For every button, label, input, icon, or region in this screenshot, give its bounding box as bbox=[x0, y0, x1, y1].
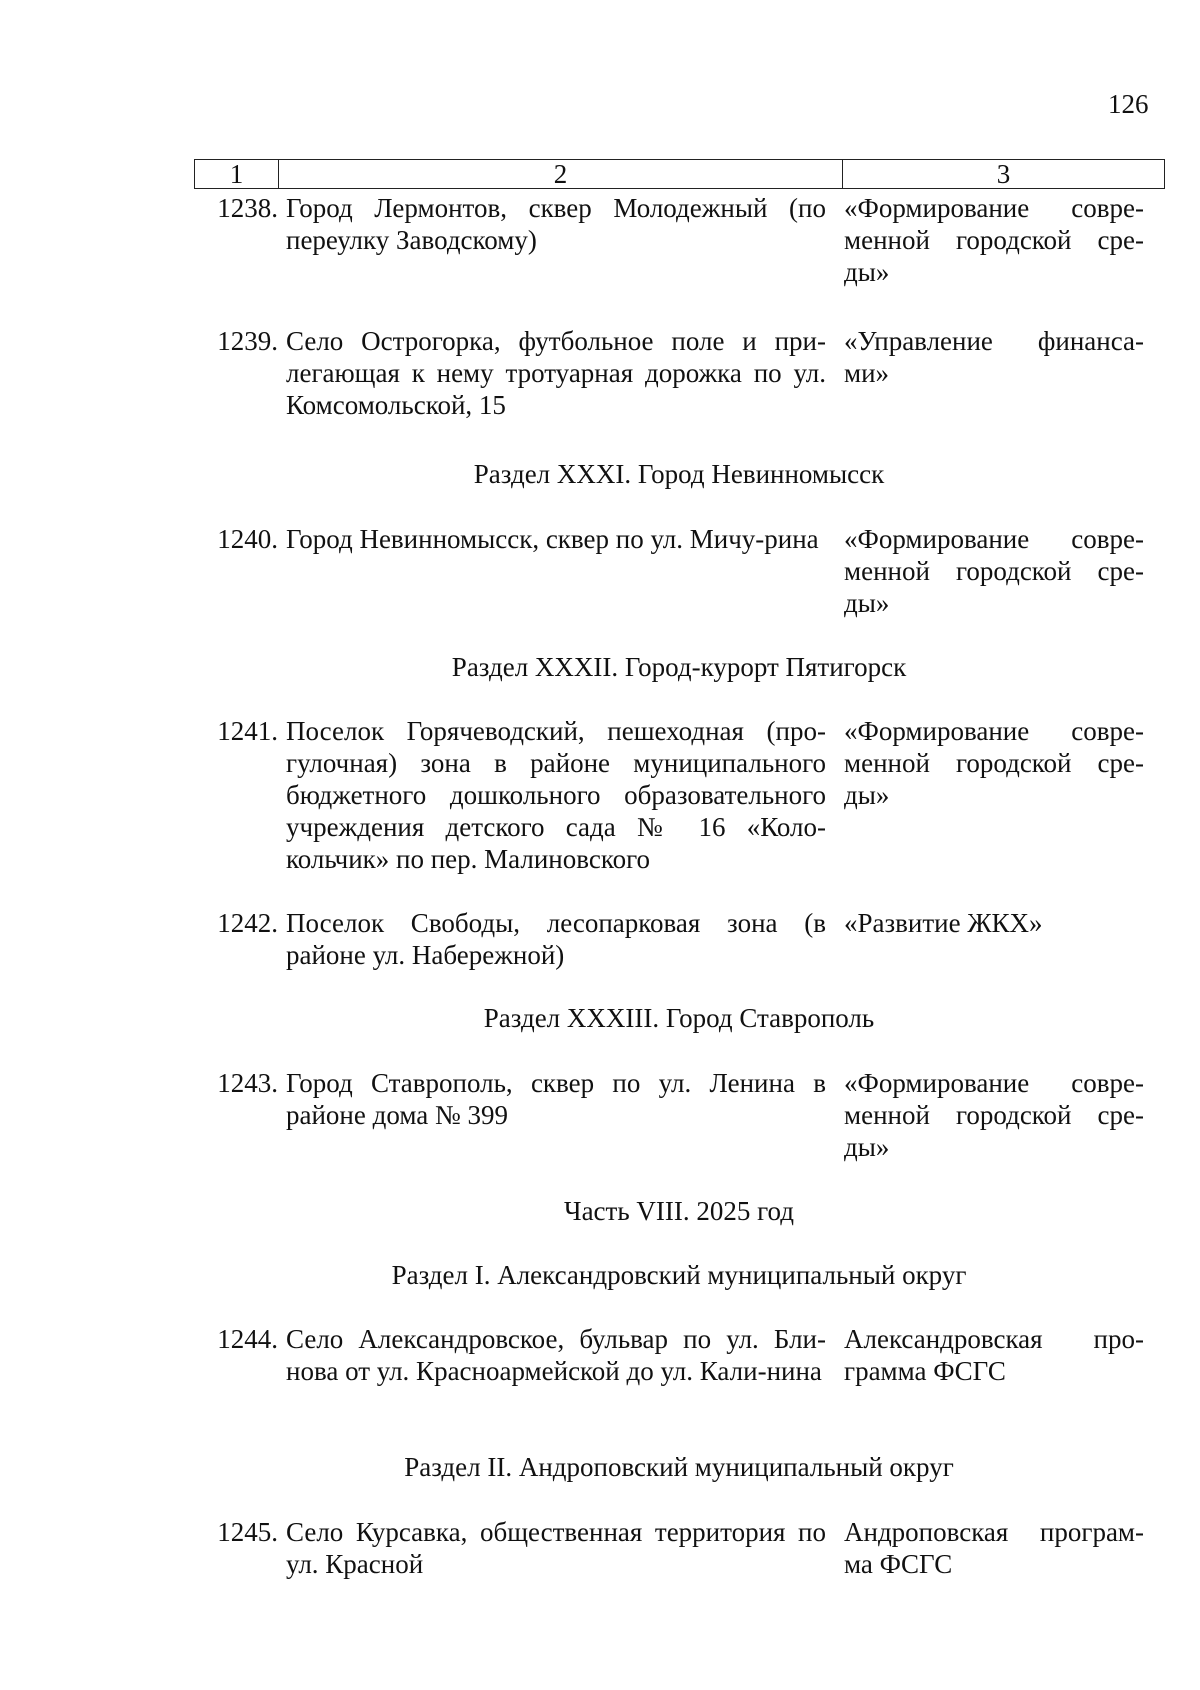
section-heading: Раздел II. Андроповский муниципальный округ bbox=[404, 1452, 954, 1482]
row-program: «Развитие ЖКХ» bbox=[844, 908, 1043, 938]
section-heading: Раздел XXXI. Город Невинномысск bbox=[473, 459, 885, 489]
part-heading: Часть VIII. 2025 год bbox=[564, 1196, 794, 1226]
row-program: «Формирование совре-менной городской сре-ды» bbox=[844, 716, 1144, 810]
row-number: 1245. bbox=[217, 1517, 278, 1547]
row-program: «Управление финанса-ми» bbox=[844, 326, 1144, 388]
row-program: «Формирование совре-менной городской сре-ды» bbox=[844, 1068, 1144, 1162]
row-place: Город Ставрополь, сквер по ул. Ленина в районе дома № 399 bbox=[286, 1068, 826, 1130]
row-place: Село Острогорка, футбольное поле и при-легающая к нему тротуарная дорожка по ул. Комсомольской, 15 bbox=[286, 326, 826, 420]
section-heading: Раздел I. Александровский муниципальный округ bbox=[391, 1260, 967, 1290]
row-place: Город Лермонтов, сквер Молодежный (по переулку Заводскому) bbox=[286, 193, 826, 255]
section-heading: Раздел XXXIII. Город Ставрополь bbox=[483, 1003, 875, 1033]
row-place: Село Александровское, бульвар по ул. Бли-нова от ул. Красноармейской до ул. Кали-нина bbox=[286, 1324, 826, 1386]
row-program: «Формирование совре-менной городской сре-ды» bbox=[844, 524, 1144, 618]
column-header-3: 3 bbox=[843, 160, 1165, 189]
section-heading: Раздел XXXII. Город-курорт Пятигорск bbox=[451, 652, 907, 682]
row-program: Андроповская програм-ма ФСГС bbox=[844, 1517, 1144, 1579]
row-number: 1243. bbox=[217, 1068, 278, 1098]
row-number: 1239. bbox=[217, 326, 278, 356]
table-header bbox=[194, 159, 1165, 189]
page-number: 126 bbox=[1108, 89, 1149, 119]
row-place: Город Невинномысск, сквер по ул. Мичу-рина bbox=[286, 524, 819, 554]
row-place: Село Курсавка, общественная территория по ул. Красной bbox=[286, 1517, 826, 1579]
row-number: 1241. bbox=[217, 716, 278, 746]
row-place: Поселок Горячеводский, пешеходная (про-гулочная) зона в районе муниципального бюджетного дошкольного образовательного учреждения детского сада № 16 «Коло-кольчик» по пер. Малиновского bbox=[286, 716, 826, 874]
row-number: 1242. bbox=[217, 908, 278, 938]
row-number: 1244. bbox=[217, 1324, 278, 1354]
row-place: Поселок Свободы, лесопарковая зона (в районе ул. Набережной) bbox=[286, 908, 826, 970]
row-number: 1238. bbox=[217, 193, 278, 223]
column-header-2: 2 bbox=[279, 160, 843, 189]
column-header-1: 1 bbox=[195, 160, 279, 189]
row-number: 1240. bbox=[217, 524, 278, 554]
row-program: Александровская про-грамма ФСГС bbox=[844, 1324, 1144, 1386]
row-program: «Формирование совре-менной городской сре-ды» bbox=[844, 193, 1144, 287]
